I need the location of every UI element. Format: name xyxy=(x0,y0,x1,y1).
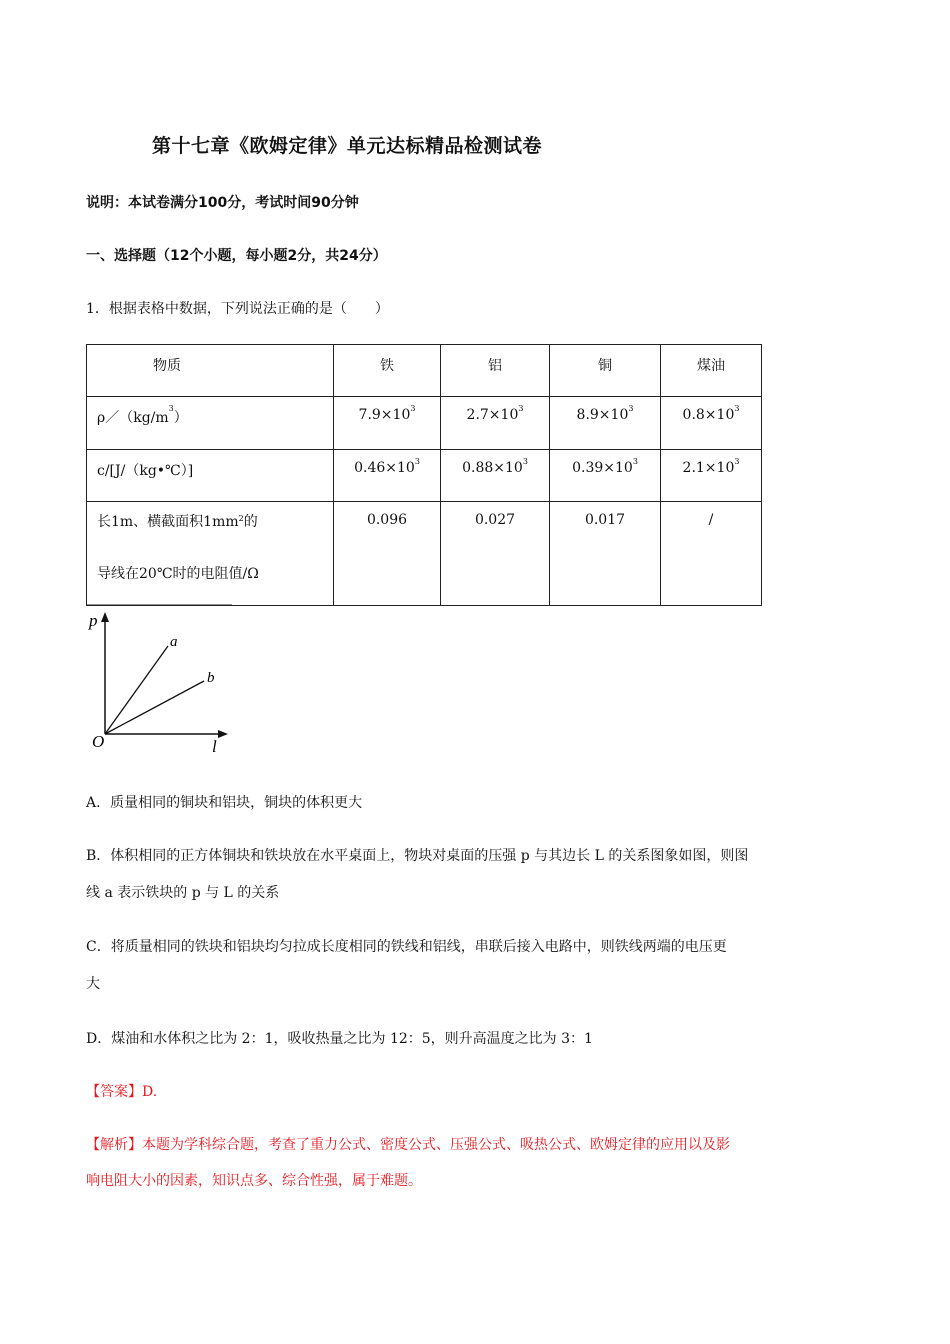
option-c-line1: C．将质量相同的铁块和铝块均匀拉成长度相同的铁线和铝线，串联后接入电路中，则铁线两端的电压更 xyxy=(86,939,727,955)
section-heading: 一、选择题（12个小题，每小题2分，共24分） xyxy=(86,248,387,264)
header-copper: 铜 xyxy=(598,358,612,374)
density-kerosene: $0.8\times 10^3$ xyxy=(682,404,740,423)
analysis-line2: 响电阻大小的因素，知识点多、综合性强，属于难题。 xyxy=(86,1173,422,1189)
header-kerosene: 煤油 xyxy=(697,358,725,374)
pressure-length-graph xyxy=(86,604,236,754)
option-d: D．煤油和水体积之比为 2：1，吸收热量之比为 12：5，则升高温度之比为 3：1 xyxy=(86,1031,593,1047)
option-b-line2: 线 a 表示铁块的 p 与 L 的关系 xyxy=(86,885,280,901)
resistance-iron: 0.096 xyxy=(366,512,408,528)
specific-heat-label: c/[J/（kg•℃）] xyxy=(97,463,194,479)
analysis-line1: 【解析】本题为学科综合题，考查了重力公式、密度公式、压强公式、吸热公式、欧姆定律的应用以及影 xyxy=(86,1137,730,1153)
line-a xyxy=(105,646,168,734)
resistance-aluminum: 0.027 xyxy=(474,512,516,528)
header-aluminum: 铝 xyxy=(488,358,502,374)
table-row-resistance xyxy=(87,502,762,606)
resistance-copper: 0.017 xyxy=(584,512,626,528)
table-row-density xyxy=(87,397,762,450)
x-axis-label: l xyxy=(212,737,217,754)
answer: 【答案】D. xyxy=(86,1084,158,1100)
heat-iron: $0.46\times 10^3$ xyxy=(354,457,420,476)
density-copper: $8.9\times 10^3$ xyxy=(576,404,634,423)
exam-note: 说明：本试卷满分100分，考试时间90分钟 xyxy=(86,195,359,211)
density-iron: $7.9\times 10^3$ xyxy=(358,404,416,423)
line-b-label: b xyxy=(207,670,215,686)
heat-aluminum: $0.88\times 10^3$ xyxy=(462,457,528,476)
x-axis-arrow xyxy=(218,730,228,738)
header-material: 物质 xyxy=(153,358,181,374)
line-b xyxy=(105,681,204,734)
heat-kerosene: $2.1\times 10^3$ xyxy=(682,457,740,476)
option-c-line2: 大 xyxy=(86,976,100,992)
density-aluminum: $2.7\times 10^3$ xyxy=(466,404,524,423)
document-title: 第十七章《欧姆定律》单元达标精品检测试卷 xyxy=(152,135,543,157)
material-table xyxy=(86,344,762,606)
y-axis-label: p xyxy=(89,611,98,630)
resistance-kerosene: / xyxy=(708,512,714,528)
option-b-line1: B．体积相同的正方体铜块和铁块放在水平桌面上，物块对桌面的压强 p 与其边长 L 的关系图象如图，则图 xyxy=(86,848,749,864)
y-axis-arrow xyxy=(101,612,109,622)
table-row-specific-heat xyxy=(87,450,762,502)
heat-copper: $0.39\times 10^3$ xyxy=(572,457,638,476)
resistance-label: 长1m、横截面积$1mm^2$的 导线在20℃时的电阻值/Ω xyxy=(97,514,259,582)
option-a: A．质量相同的铜块和铝块，铜块的体积更大 xyxy=(86,795,363,811)
origin-label: O xyxy=(92,732,105,751)
table-header-row xyxy=(87,345,762,397)
line-a-label: a xyxy=(170,634,178,650)
density-label: $\rho/(kg/m^3)$ xyxy=(97,404,188,426)
header-iron: 铁 xyxy=(380,358,394,374)
question-stem: 1．根据表格中数据，下列说法正确的是（ ） xyxy=(86,301,389,317)
